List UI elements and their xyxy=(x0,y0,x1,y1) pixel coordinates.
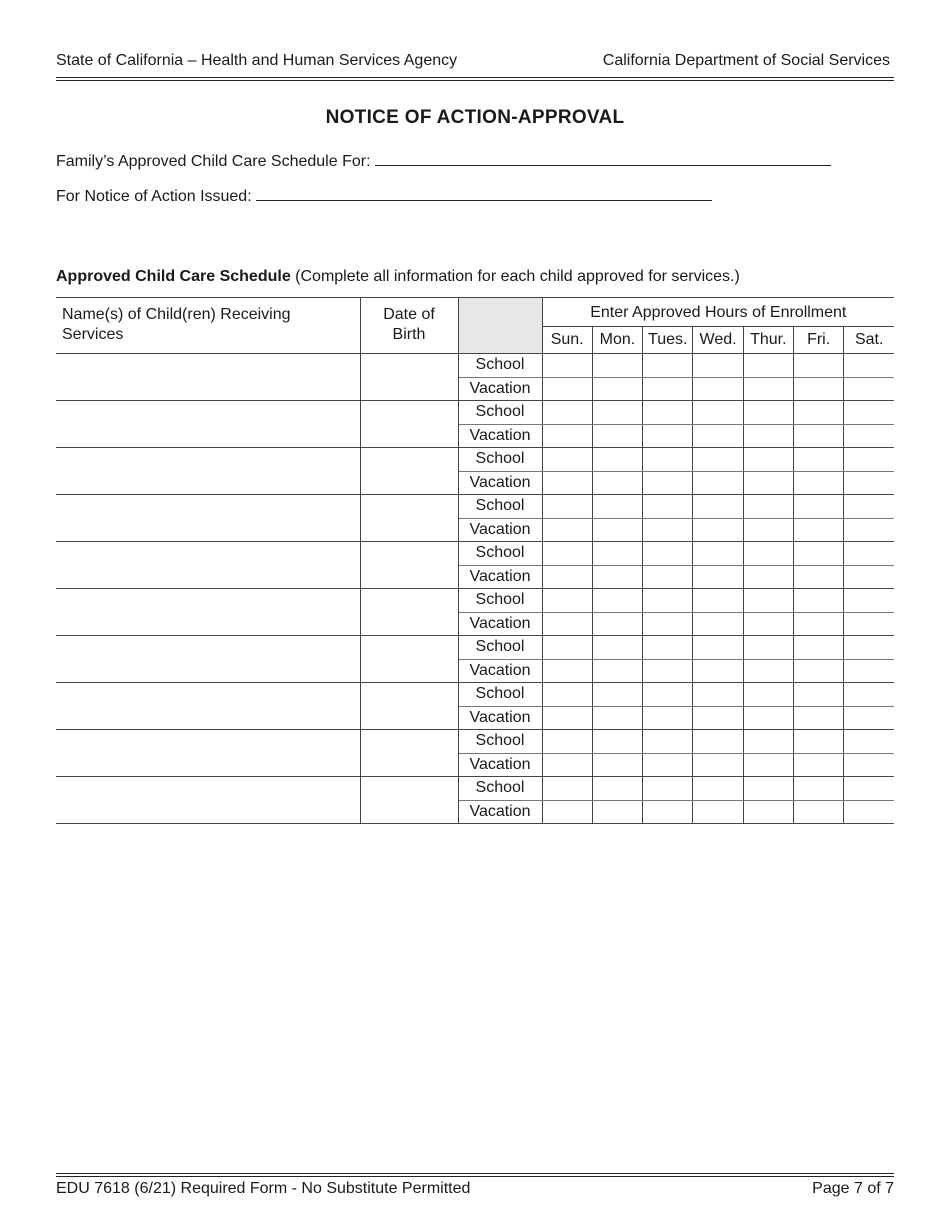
hours-cell-thur[interactable] xyxy=(743,565,793,589)
hours-cell-sat[interactable] xyxy=(844,612,894,636)
period-label-vacation: Vacation xyxy=(458,565,542,589)
table-row xyxy=(56,495,894,519)
dob-header-line2: Birth xyxy=(392,326,426,343)
hours-cell-mon[interactable] xyxy=(592,706,642,730)
period-label-school: School xyxy=(458,401,542,425)
child-dob-cell[interactable] xyxy=(360,683,458,730)
hours-cell-tues[interactable] xyxy=(643,424,693,448)
hours-cell-thur[interactable] xyxy=(743,753,793,777)
hours-cell-mon[interactable] xyxy=(592,659,642,683)
child-name-cell[interactable] xyxy=(56,636,360,683)
hours-cell-tues[interactable] xyxy=(643,542,693,566)
schedule-for-label: Family’s Approved Child Care Schedule For: xyxy=(56,153,371,170)
enrollment-header: Enter Approved Hours of Enrollment xyxy=(542,298,894,327)
hours-cell-tues[interactable] xyxy=(643,730,693,754)
hours-cell-sun[interactable] xyxy=(542,659,592,683)
hours-cell-wed[interactable] xyxy=(693,636,743,660)
period-label-school: School xyxy=(458,636,542,660)
hours-cell-sun[interactable] xyxy=(542,518,592,542)
hours-cell-fri[interactable] xyxy=(793,800,843,824)
child-name-cell[interactable] xyxy=(56,448,360,495)
dob-column-header xyxy=(360,298,458,354)
period-label-school: School xyxy=(458,683,542,707)
hours-cell-sun[interactable] xyxy=(542,589,592,613)
hours-cell-thur[interactable] xyxy=(743,401,793,425)
hours-cell-thur[interactable] xyxy=(743,730,793,754)
hours-cell-fri[interactable] xyxy=(793,565,843,589)
hours-cell-thur[interactable] xyxy=(743,589,793,613)
period-label-vacation: Vacation xyxy=(458,377,542,401)
period-label-vacation: Vacation xyxy=(458,424,542,448)
hours-cell-tues[interactable] xyxy=(643,636,693,660)
child-name-cell[interactable] xyxy=(56,683,360,730)
hours-cell-fri[interactable] xyxy=(793,612,843,636)
hours-cell-thur[interactable] xyxy=(743,354,793,378)
hours-cell-sat[interactable] xyxy=(844,589,894,613)
child-dob-cell[interactable] xyxy=(360,354,458,401)
table-row xyxy=(56,401,894,425)
hours-cell-thur[interactable] xyxy=(743,377,793,401)
period-label-school: School xyxy=(458,589,542,613)
hours-cell-mon[interactable] xyxy=(592,354,642,378)
child-name-cell[interactable] xyxy=(56,542,360,589)
hours-cell-sun[interactable] xyxy=(542,565,592,589)
hours-cell-wed[interactable] xyxy=(693,800,743,824)
hours-cell-mon[interactable] xyxy=(592,518,642,542)
hours-cell-thur[interactable] xyxy=(743,777,793,801)
child-dob-cell[interactable] xyxy=(360,542,458,589)
child-name-cell[interactable] xyxy=(56,354,360,401)
table-row xyxy=(56,730,894,754)
period-label-school: School xyxy=(458,542,542,566)
period-label-vacation: Vacation xyxy=(458,800,542,824)
form-title: NOTICE OF ACTION-APPROVAL xyxy=(325,107,625,128)
schedule-table xyxy=(56,297,894,824)
hours-cell-wed[interactable] xyxy=(693,542,743,566)
hours-cell-sun[interactable] xyxy=(542,424,592,448)
child-dob-cell[interactable] xyxy=(360,589,458,636)
hours-cell-thur[interactable] xyxy=(743,706,793,730)
hours-cell-sat[interactable] xyxy=(844,565,894,589)
hours-cell-thur[interactable] xyxy=(743,800,793,824)
day-header-wed: Wed. xyxy=(693,327,743,354)
hours-cell-wed[interactable] xyxy=(693,471,743,495)
day-header-tues: Tues. xyxy=(643,327,693,354)
hours-cell-mon[interactable] xyxy=(592,683,642,707)
hours-cell-wed[interactable] xyxy=(693,683,743,707)
hours-cell-fri[interactable] xyxy=(793,518,843,542)
hours-cell-sat[interactable] xyxy=(844,424,894,448)
hours-cell-fri[interactable] xyxy=(793,706,843,730)
table-row xyxy=(56,589,894,613)
hours-cell-sun[interactable] xyxy=(542,354,592,378)
hours-cell-tues[interactable] xyxy=(643,565,693,589)
table-row xyxy=(56,683,894,707)
hours-cell-mon[interactable] xyxy=(592,800,642,824)
hours-cell-sat[interactable] xyxy=(844,542,894,566)
child-dob-cell[interactable] xyxy=(360,448,458,495)
table-row xyxy=(56,354,894,378)
hours-cell-thur[interactable] xyxy=(743,518,793,542)
day-header-fri: Fri. xyxy=(793,327,843,354)
hours-cell-fri[interactable] xyxy=(793,401,843,425)
hours-cell-wed[interactable] xyxy=(693,377,743,401)
section-heading xyxy=(56,268,740,286)
hours-cell-fri[interactable] xyxy=(793,495,843,519)
table-row xyxy=(56,542,894,566)
dob-header-line1: Date of xyxy=(383,306,435,323)
period-label-school: School xyxy=(458,448,542,472)
hours-cell-sat[interactable] xyxy=(844,377,894,401)
hours-cell-sun[interactable] xyxy=(542,683,592,707)
hours-cell-mon[interactable] xyxy=(592,612,642,636)
hours-cell-fri[interactable] xyxy=(793,753,843,777)
hours-cell-wed[interactable] xyxy=(693,565,743,589)
hours-cell-thur[interactable] xyxy=(743,612,793,636)
page-header xyxy=(56,52,894,74)
hours-cell-thur[interactable] xyxy=(743,683,793,707)
hours-cell-thur[interactable] xyxy=(743,471,793,495)
hours-cell-thur[interactable] xyxy=(743,659,793,683)
hours-cell-fri[interactable] xyxy=(793,377,843,401)
hours-cell-sun[interactable] xyxy=(542,448,592,472)
period-column-header xyxy=(458,298,542,354)
hours-cell-sat[interactable] xyxy=(844,636,894,660)
schedule-for-input[interactable] xyxy=(375,151,831,166)
hours-cell-sun[interactable] xyxy=(542,401,592,425)
period-label-school: School xyxy=(458,730,542,754)
hours-cell-sun[interactable] xyxy=(542,377,592,401)
hours-cell-wed[interactable] xyxy=(693,753,743,777)
child-name-cell[interactable] xyxy=(56,730,360,777)
period-label-vacation: Vacation xyxy=(458,612,542,636)
hours-cell-sat[interactable] xyxy=(844,706,894,730)
hours-cell-wed[interactable] xyxy=(693,659,743,683)
hours-cell-tues[interactable] xyxy=(643,777,693,801)
hours-cell-tues[interactable] xyxy=(643,589,693,613)
hours-cell-wed[interactable] xyxy=(693,730,743,754)
hours-cell-fri[interactable] xyxy=(793,589,843,613)
hours-cell-tues[interactable] xyxy=(643,518,693,542)
hours-cell-wed[interactable] xyxy=(693,448,743,472)
hours-cell-sat[interactable] xyxy=(844,401,894,425)
child-dob-cell[interactable] xyxy=(360,636,458,683)
hours-cell-fri[interactable] xyxy=(793,659,843,683)
name-column-header: Name(s) of Child(ren) Receiving Services xyxy=(56,298,360,354)
hours-cell-tues[interactable] xyxy=(643,706,693,730)
child-name-cell[interactable] xyxy=(56,495,360,542)
child-dob-cell[interactable] xyxy=(360,495,458,542)
header-divider xyxy=(56,77,894,81)
hours-cell-wed[interactable] xyxy=(693,354,743,378)
hours-cell-sat[interactable] xyxy=(844,495,894,519)
hours-cell-fri[interactable] xyxy=(793,636,843,660)
hours-cell-mon[interactable] xyxy=(592,589,642,613)
hours-cell-wed[interactable] xyxy=(693,777,743,801)
hours-cell-wed[interactable] xyxy=(693,589,743,613)
department-name: California Department of Social Services xyxy=(602,52,890,69)
period-label-vacation: Vacation xyxy=(458,753,542,777)
hours-cell-tues[interactable] xyxy=(643,377,693,401)
hours-cell-sat[interactable] xyxy=(844,471,894,495)
section-instruction: (Complete all information for each child approved for services.) xyxy=(295,268,740,285)
hours-cell-wed[interactable] xyxy=(693,706,743,730)
hours-cell-mon[interactable] xyxy=(592,377,642,401)
footer-divider xyxy=(56,1173,894,1177)
period-label-vacation: Vacation xyxy=(458,706,542,730)
hours-cell-sun[interactable] xyxy=(542,706,592,730)
hours-cell-mon[interactable] xyxy=(592,424,642,448)
day-header-sun: Sun. xyxy=(542,327,592,354)
hours-cell-mon[interactable] xyxy=(592,495,642,519)
hours-cell-mon[interactable] xyxy=(592,471,642,495)
child-dob-cell[interactable] xyxy=(360,401,458,448)
hours-cell-tues[interactable] xyxy=(643,354,693,378)
hours-cell-sat[interactable] xyxy=(844,777,894,801)
form-id: EDU 7618 (6/21) Required Form - No Substitute Permitted xyxy=(56,1180,471,1197)
agency-name: State of California – Health and Human Services Agency xyxy=(56,52,458,69)
hours-cell-sat[interactable] xyxy=(844,354,894,378)
hours-cell-thur[interactable] xyxy=(743,542,793,566)
hours-cell-sat[interactable] xyxy=(844,730,894,754)
hours-cell-mon[interactable] xyxy=(592,448,642,472)
hours-cell-mon[interactable] xyxy=(592,777,642,801)
hours-cell-fri[interactable] xyxy=(793,354,843,378)
period-label-vacation: Vacation xyxy=(458,659,542,683)
hours-cell-tues[interactable] xyxy=(643,401,693,425)
hours-cell-sun[interactable] xyxy=(542,777,592,801)
hours-cell-thur[interactable] xyxy=(743,495,793,519)
notice-issued-field xyxy=(56,186,712,206)
hours-cell-thur[interactable] xyxy=(743,636,793,660)
hours-cell-sat[interactable] xyxy=(844,800,894,824)
hours-cell-mon[interactable] xyxy=(592,565,642,589)
period-label-vacation: Vacation xyxy=(458,518,542,542)
day-header-sat: Sat. xyxy=(844,327,894,354)
hours-cell-fri[interactable] xyxy=(793,448,843,472)
hours-cell-sun[interactable] xyxy=(542,612,592,636)
hours-cell-tues[interactable] xyxy=(643,471,693,495)
period-label-school: School xyxy=(458,495,542,519)
hours-cell-sun[interactable] xyxy=(542,753,592,777)
hours-cell-sun[interactable] xyxy=(542,471,592,495)
child-dob-cell[interactable] xyxy=(360,730,458,777)
day-header-mon: Mon. xyxy=(592,327,642,354)
hours-cell-thur[interactable] xyxy=(743,424,793,448)
hours-cell-tues[interactable] xyxy=(643,753,693,777)
hours-cell-wed[interactable] xyxy=(693,518,743,542)
hours-cell-sat[interactable] xyxy=(844,518,894,542)
hours-cell-sun[interactable] xyxy=(542,730,592,754)
hours-cell-wed[interactable] xyxy=(693,495,743,519)
hours-cell-tues[interactable] xyxy=(643,683,693,707)
hours-cell-fri[interactable] xyxy=(793,730,843,754)
table-row xyxy=(56,777,894,801)
hours-cell-sun[interactable] xyxy=(542,636,592,660)
hours-cell-tues[interactable] xyxy=(643,800,693,824)
child-name-cell[interactable] xyxy=(56,401,360,448)
hours-cell-tues[interactable] xyxy=(643,659,693,683)
period-label-school: School xyxy=(458,777,542,801)
hours-cell-sun[interactable] xyxy=(542,800,592,824)
hours-cell-wed[interactable] xyxy=(693,424,743,448)
hours-cell-thur[interactable] xyxy=(743,448,793,472)
child-dob-cell[interactable] xyxy=(360,777,458,824)
hours-cell-sat[interactable] xyxy=(844,683,894,707)
hours-cell-sun[interactable] xyxy=(542,495,592,519)
hours-cell-sat[interactable] xyxy=(844,659,894,683)
hours-cell-mon[interactable] xyxy=(592,542,642,566)
schedule-for-field xyxy=(56,151,831,171)
hours-cell-fri[interactable] xyxy=(793,424,843,448)
hours-cell-tues[interactable] xyxy=(643,495,693,519)
child-name-cell[interactable] xyxy=(56,589,360,636)
hours-cell-sat[interactable] xyxy=(844,448,894,472)
child-name-cell[interactable] xyxy=(56,777,360,824)
notice-issued-input[interactable] xyxy=(256,186,712,201)
hours-cell-sat[interactable] xyxy=(844,753,894,777)
hours-cell-tues[interactable] xyxy=(643,612,693,636)
hours-cell-fri[interactable] xyxy=(793,542,843,566)
hours-cell-fri[interactable] xyxy=(793,683,843,707)
hours-cell-mon[interactable] xyxy=(592,753,642,777)
hours-cell-fri[interactable] xyxy=(793,471,843,495)
hours-cell-mon[interactable] xyxy=(592,730,642,754)
hours-cell-tues[interactable] xyxy=(643,448,693,472)
hours-cell-mon[interactable] xyxy=(592,401,642,425)
table-row xyxy=(56,448,894,472)
hours-cell-fri[interactable] xyxy=(793,777,843,801)
hours-cell-mon[interactable] xyxy=(592,636,642,660)
hours-cell-wed[interactable] xyxy=(693,612,743,636)
period-label-school: School xyxy=(458,354,542,378)
table-row xyxy=(56,636,894,660)
notice-issued-label: For Notice of Action Issued: xyxy=(56,188,252,205)
section-title: Approved Child Care Schedule xyxy=(56,268,291,285)
period-label-vacation: Vacation xyxy=(458,471,542,495)
hours-cell-wed[interactable] xyxy=(693,401,743,425)
page-number: Page 7 of 7 xyxy=(812,1180,894,1197)
hours-cell-sun[interactable] xyxy=(542,542,592,566)
day-header-thur: Thur. xyxy=(743,327,793,354)
